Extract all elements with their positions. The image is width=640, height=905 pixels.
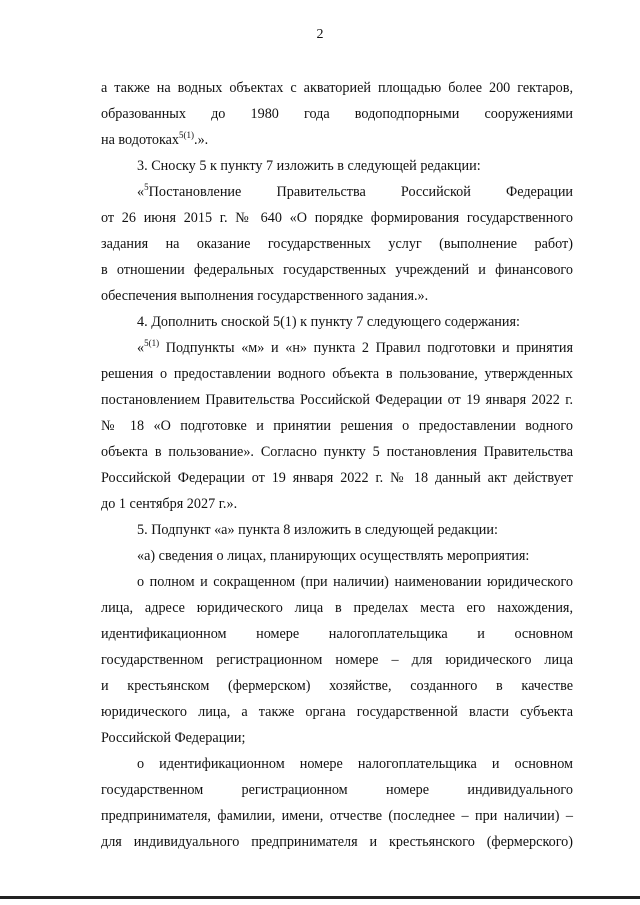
text-line: предпринимателя, фамилии, имени, отчестве (последнее – при наличии) –: [101, 808, 573, 824]
paragraph-heading: 3. Сноску 5 к пункту 7 изложить в следующей редакции:: [137, 158, 481, 174]
text-line: № 18 «О подготовке и принятии решения о предоставлении водного: [101, 418, 573, 434]
text-line: идентификационном номере налогоплательщика и основном: [101, 626, 573, 642]
text-line: [137, 339, 573, 357]
footnote-marker: 5: [144, 182, 149, 192]
text-segment: .».: [194, 132, 209, 148]
text-line: «а) сведения о лицах, планирующих осуществлять мероприятия:: [137, 548, 530, 564]
text-line: объекта в пользование». Согласно пункту 5 постановления Правительства: [101, 444, 573, 460]
text-segment: Подпункты «м» и «н» пункта 2 Правил подготовки и принятия: [159, 340, 573, 356]
text-line: и крестьянском (фермерском) хозяйстве, созданного в качестве: [101, 678, 573, 694]
text-line: постановлением Правительства Российской Федерации от 19 января 2022 г.: [101, 392, 573, 408]
text-line: решения о предоставлении водного объекта в пользование, утвержденных: [101, 366, 573, 382]
footnote-marker: 5(1): [144, 338, 160, 348]
page-number: 2: [316, 27, 324, 42]
text-line: образованных до 1980 года водоподпорными сооружениями: [101, 106, 573, 122]
text-segment: на водотоках: [101, 132, 180, 148]
text-line: государственном регистрационном номере индивидуального: [101, 782, 573, 798]
text-line: для индивидуального предпринимателя и крестьянского (фермерского): [101, 834, 573, 850]
text-line: задания на оказание государственных услуг (выполнение работ): [101, 236, 573, 252]
text-line: [101, 131, 573, 149]
text-segment: «: [137, 184, 145, 200]
paragraph-heading: 5. Подпункт «а» пункта 8 изложить в следующей редакции:: [137, 522, 498, 538]
paragraph-heading: 4. Дополнить сноской 5(1) к пункту 7 следующего содержания:: [137, 314, 520, 330]
scan-edge-rule: [0, 896, 640, 899]
text-segment: «: [137, 340, 145, 356]
text-line: лица, адресе юридического лица в пределах места его нахождения,: [101, 600, 573, 616]
text-line: от 26 июня 2015 г. № 640 «О порядке формирования государственного: [101, 210, 573, 226]
text-line: до 1 сентября 2027 г.».: [101, 496, 238, 512]
text-line: [137, 183, 573, 201]
text-line: Российской Федерации;: [101, 730, 246, 746]
footnote-marker: 5(1): [179, 130, 195, 140]
text-line: обеспечения выполнения государственного задания.».: [101, 288, 429, 304]
text-line: государственном регистрационном номере – для юридического лица: [101, 652, 573, 668]
text-line: юридического лица, а также органа государственной власти субъекта: [101, 704, 573, 720]
text-segment: Постановление Правительства Российской Федерации: [148, 184, 573, 200]
text-line: в отношении федеральных государственных учреждений и финансового: [101, 262, 573, 278]
text-line: о идентификационном номере налогоплательщика и основном: [137, 756, 573, 772]
text-line: о полном и сокращенном (при наличии) наименовании юридического: [137, 574, 573, 590]
text-line: а также на водных объектах с акваторией площадью более 200 гектаров,: [101, 80, 573, 96]
text-line: Российской Федерации от 19 января 2022 г. № 18 данный акт действует: [101, 470, 573, 486]
